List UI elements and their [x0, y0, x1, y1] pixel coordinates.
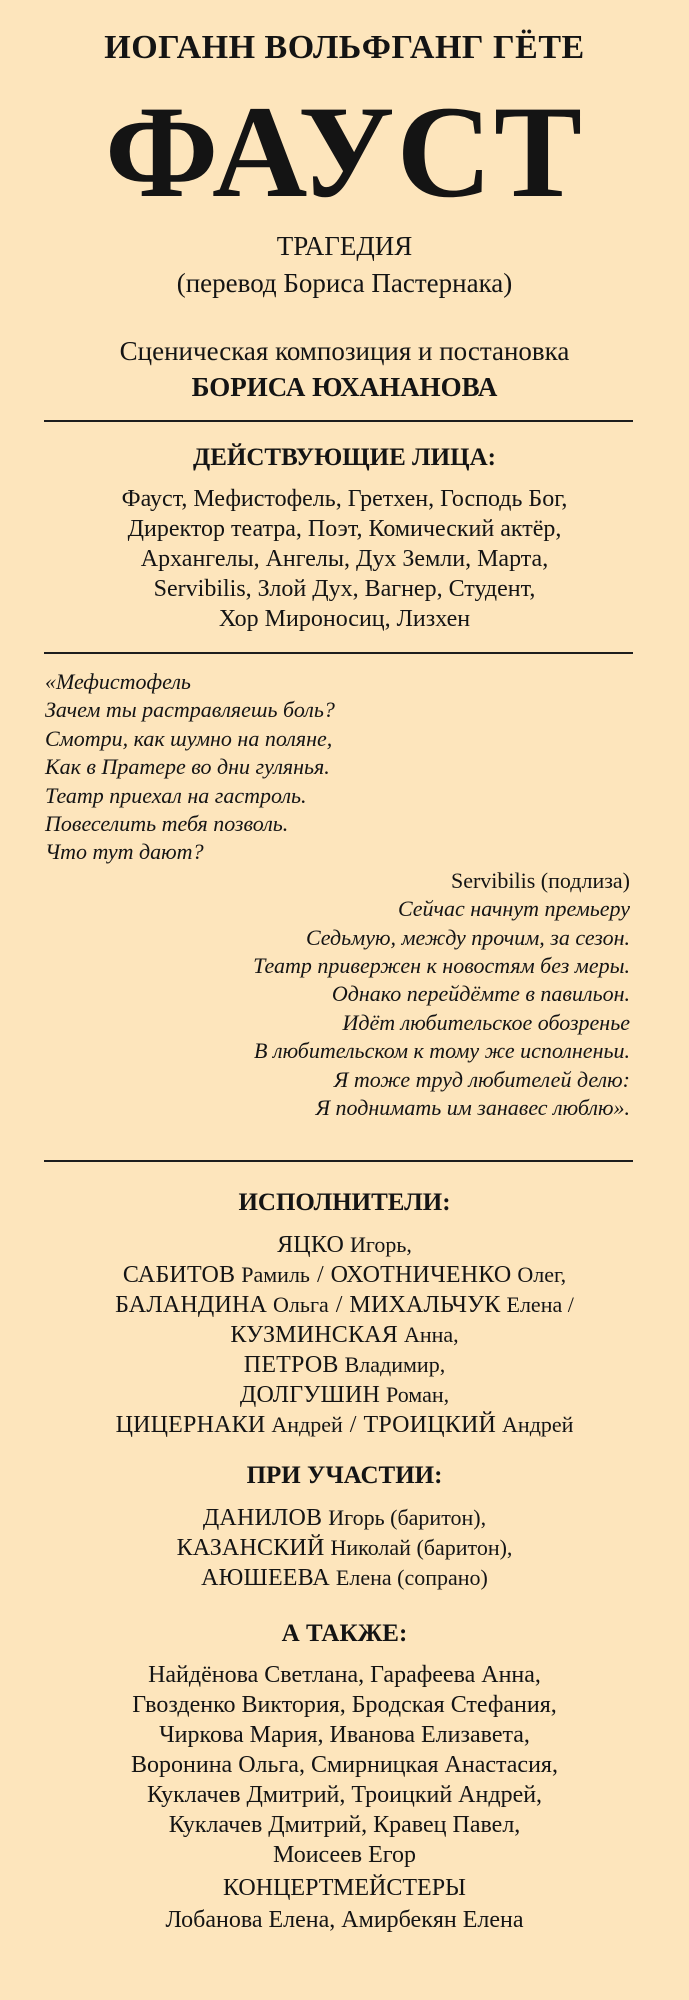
performer-given-name: Андрей	[502, 1412, 574, 1437]
quote-line: Я тоже труд любителей делю:	[333, 1066, 630, 1092]
participant-line	[0, 1563, 689, 1593]
performer-line	[0, 1320, 689, 1350]
participation-heading: ПРИ УЧАСТИИ:	[246, 1462, 443, 1489]
divider-2	[44, 652, 633, 654]
participant-given-name: Игорь (баритон),	[328, 1505, 487, 1530]
performers-list	[0, 1230, 689, 1440]
quote-line: Театр приехал на гастроль.	[45, 782, 307, 808]
quote-line: В любительском к тому же исполненьи.	[254, 1038, 630, 1064]
also-line: Моисеев Егор	[272, 1842, 417, 1868]
divider-3	[44, 1160, 633, 1162]
performer-line	[0, 1230, 689, 1260]
characters-line: Servibilis, Злой Дух, Вагнер, Студент,	[153, 576, 536, 602]
performer-surname: ДОЛГУШИН	[239, 1382, 381, 1408]
quote-line: Театр привержен к новостям без меры.	[253, 953, 630, 979]
performer-given-name: Рамиль	[241, 1262, 310, 1287]
quote-line: Седьмую, между прочим, за сезон.	[305, 924, 630, 950]
performer-given-name: Анна,	[403, 1322, 459, 1347]
performer-given-name: Елена /	[506, 1292, 574, 1317]
performer-line	[0, 1410, 689, 1440]
participant-surname: АЮШЕЕВА	[201, 1565, 330, 1591]
characters-line: Директор театра, Поэт, Комический актёр,	[127, 516, 562, 542]
translation-note: (перевод Бориса Пастернака)	[176, 268, 513, 298]
performer-surname: МИХАЛЬЧУК	[349, 1292, 501, 1318]
performer-given-name: Владимир,	[344, 1352, 446, 1377]
performer-surname: ПЕТРОВ	[243, 1352, 339, 1378]
also-heading: А ТАКЖЕ:	[281, 1620, 408, 1647]
quote-line: Повеселить тебя позволь.	[45, 811, 289, 837]
performer-given-name: Андрей	[271, 1412, 343, 1437]
performer-surname: ТРОИЦКИЙ	[363, 1412, 497, 1438]
performer-surname: КУЗМИНСКАЯ	[230, 1322, 398, 1348]
accompanists-heading: КОНЦЕРТМЕЙСТЕРЫ	[223, 1875, 466, 1901]
characters-list	[0, 484, 689, 634]
participant-given-name: Елена (сопрано)	[335, 1565, 488, 1590]
quote-line: Однако перейдёмте в павильон.	[331, 981, 630, 1007]
also-list	[0, 1660, 689, 1870]
performers-heading: ИСПОЛНИТЕЛИ:	[238, 1189, 451, 1216]
quote-speaker: Servibilis (подлиза)	[450, 867, 630, 893]
alternate-separator: /	[349, 1412, 357, 1438]
performer-given-name: Ольга	[273, 1292, 329, 1317]
performer-surname: ЦИЦЕРНАКИ	[115, 1412, 266, 1438]
quote-line: Я поднимать им занавес люблю».	[315, 1095, 630, 1121]
quote-line: Идёт любительское обозренье	[342, 1009, 630, 1035]
also-line: Чиркова Мария, Иванова Елизавета,	[159, 1722, 530, 1748]
performer-line	[0, 1380, 689, 1410]
also-line: Куклачев Дмитрий, Троицкий Андрей,	[146, 1782, 543, 1808]
performer-surname: БАЛАНДИНА	[115, 1292, 268, 1318]
quote-line: Смотри, как шумно на поляне,	[45, 725, 333, 751]
participant-line	[0, 1503, 689, 1533]
also-line: Воронина Ольга, Смирницкая Анастасия,	[131, 1752, 558, 1778]
director-name: БОРИСА ЮХАНАНОВА	[191, 372, 498, 402]
author-name: ИОГАНН ВОЛЬФГАНГ ГЁТЕ	[104, 29, 585, 66]
characters-line: Хор Мироносиц, Лизхен	[218, 606, 471, 632]
performer-surname: ОХОТНИЧЕНКО	[330, 1262, 512, 1288]
performer-line	[0, 1290, 689, 1320]
quote-line: «Мефистофель	[45, 669, 191, 694]
characters-line: Архангелы, Ангелы, Дух Земли, Марта,	[140, 546, 549, 572]
participation-list	[0, 1503, 689, 1593]
performer-given-name: Роман,	[386, 1382, 450, 1407]
performer-given-name: Олег,	[517, 1262, 567, 1287]
performer-surname: САБИТОВ	[122, 1262, 236, 1288]
also-line: Гвозденко Виктория, Бродская Стефания,	[132, 1692, 557, 1718]
performer-line	[0, 1260, 689, 1290]
quote-line: Как в Пратере во дни гулянья.	[45, 754, 330, 780]
also-line: Куклачев Дмитрий, Кравец Павел,	[168, 1812, 521, 1838]
quote-line: Зачем ты растравляешь боль?	[45, 697, 335, 723]
performer-given-name: Игорь,	[349, 1232, 412, 1257]
quote-line: Сейчас начнут премьеру	[397, 896, 630, 922]
performer-line	[0, 1350, 689, 1380]
also-line: Найдёнова Светлана, Гарафеева Анна,	[148, 1662, 541, 1688]
characters-heading: ДЕЙСТВУЮЩИЕ ЛИЦА:	[193, 444, 496, 471]
quote-line: Что тут дают?	[45, 839, 204, 865]
participant-surname: ДАНИЛОВ	[202, 1505, 323, 1531]
divider-1	[44, 420, 633, 422]
alternate-separator: /	[316, 1262, 324, 1288]
staging-label: Сценическая композиция и постановка	[119, 336, 570, 366]
characters-line: Фауст, Мефистофель, Гретхен, Господь Бог,	[121, 486, 568, 512]
performer-surname: ЯЦКО	[277, 1232, 344, 1258]
alternate-separator: /	[335, 1292, 343, 1318]
play-title: ФАУСТ	[104, 78, 585, 225]
participant-line	[0, 1533, 689, 1563]
participant-given-name: Николай (баритон),	[330, 1535, 513, 1560]
quote-block	[45, 668, 634, 1123]
accompanists-names: Лобанова Елена, Амирбекян Елена	[165, 1907, 524, 1933]
participant-surname: КАЗАНСКИЙ	[176, 1535, 325, 1561]
genre-label: ТРАГЕДИЯ	[276, 231, 413, 261]
